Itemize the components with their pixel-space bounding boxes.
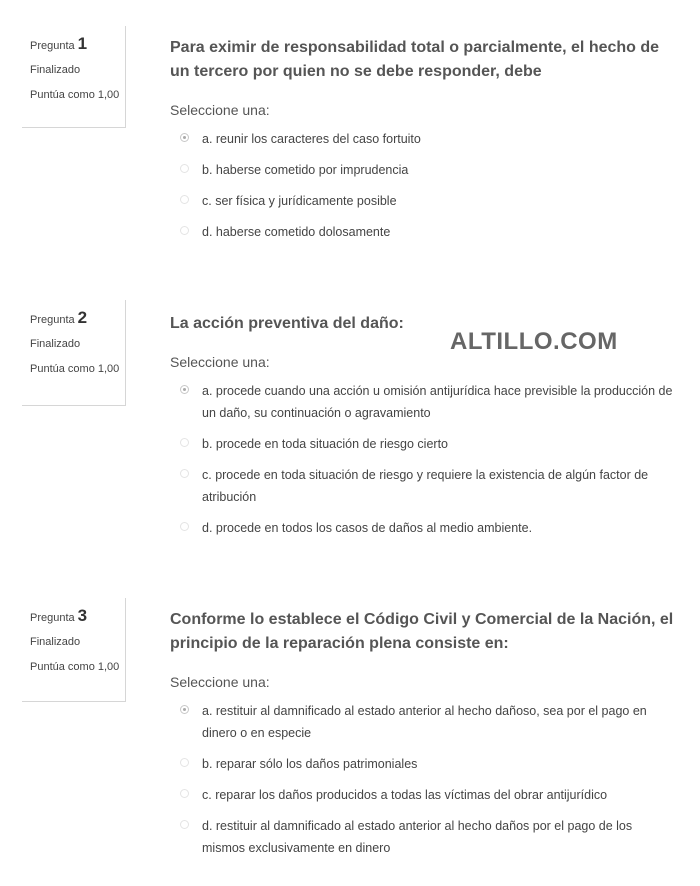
radio-icon[interactable] xyxy=(180,522,189,531)
answer-label: b. procede en toda situación de riesgo cierto xyxy=(202,437,448,451)
answer-list xyxy=(170,380,675,539)
answer-option-b[interactable] xyxy=(170,433,675,455)
answer-option-c[interactable] xyxy=(170,190,675,212)
answer-option-a[interactable] xyxy=(170,700,675,744)
answer-label: c. ser física y jurídicamente posible xyxy=(202,194,397,208)
radio-icon[interactable] xyxy=(180,758,189,767)
answer-label: d. haberse cometido dolosamente xyxy=(202,225,391,239)
answer-option-b[interactable] xyxy=(170,753,675,775)
radio-icon[interactable] xyxy=(180,195,189,204)
question-info xyxy=(22,598,126,702)
question-label: Pregunta xyxy=(30,40,75,52)
answer-option-a[interactable] xyxy=(170,380,675,424)
answer-option-d[interactable] xyxy=(170,815,675,859)
question-text: Conforme lo establece el Código Civil y Comercial de la Nación, el principio de la reparación plena consiste en: xyxy=(170,611,674,652)
radio-icon[interactable] xyxy=(180,820,189,829)
answer-label: a. restituir al damnificado al estado anterior al hecho dañoso, sea por el pago en dinero o en especie xyxy=(202,704,647,740)
question-state: Finalizado xyxy=(30,338,81,350)
question-text: La acción preventiva del daño: xyxy=(170,315,404,332)
question-content xyxy=(170,608,675,868)
answer-label: b. haberse cometido por imprudencia xyxy=(202,163,409,177)
question-state: Finalizado xyxy=(30,64,81,76)
radio-icon[interactable] xyxy=(180,469,189,478)
answer-list xyxy=(170,128,675,243)
watermark: ALTILLO.COM xyxy=(450,328,618,355)
answer-list xyxy=(170,700,675,859)
radio-icon[interactable] xyxy=(180,164,189,173)
radio-icon[interactable] xyxy=(180,438,189,447)
question-text: Para eximir de responsabilidad total o parcialmente, el hecho de un tercero por quien no se debe responder, debe xyxy=(170,39,660,80)
answer-prompt: Seleccione una: xyxy=(170,354,270,370)
question-label: Pregunta xyxy=(30,612,75,624)
question-number: 2 xyxy=(77,308,88,327)
question-info xyxy=(22,26,126,128)
question-content xyxy=(170,36,675,252)
answer-option-c[interactable] xyxy=(170,464,675,508)
radio-icon[interactable] xyxy=(180,226,189,235)
question-content xyxy=(170,312,675,548)
answer-option-a[interactable] xyxy=(170,128,675,150)
answer-option-b[interactable] xyxy=(170,159,675,181)
question-grade: Puntúa como 1,00 xyxy=(30,661,120,673)
answer-option-d[interactable] xyxy=(170,517,675,539)
answer-label: a. reunir los caracteres del caso fortuito xyxy=(202,132,421,146)
question-label: Pregunta xyxy=(30,314,75,326)
radio-selected-icon[interactable] xyxy=(180,385,189,394)
question-number: 1 xyxy=(77,34,88,53)
question-state: Finalizado xyxy=(30,636,81,648)
question-info xyxy=(22,300,126,406)
radio-selected-icon[interactable] xyxy=(180,133,189,142)
question-grade: Puntúa como 1,00 xyxy=(30,363,120,375)
answer-label: c. reparar los daños producidos a todas las víctimas del obrar antijurídico xyxy=(202,788,608,802)
answer-prompt: Seleccione una: xyxy=(170,674,270,690)
answer-label: d. procede en todos los casos de daños al medio ambiente. xyxy=(202,521,533,535)
question-grade: Puntúa como 1,00 xyxy=(30,89,120,101)
answer-label: c. procede en toda situación de riesgo y requiere la existencia de algún factor de atribución xyxy=(202,468,649,504)
question-number: 3 xyxy=(77,606,88,625)
answer-option-d[interactable] xyxy=(170,221,675,243)
answer-option-c[interactable] xyxy=(170,784,675,806)
answer-prompt: Seleccione una: xyxy=(170,102,270,118)
answer-label: b. reparar sólo los daños patrimoniales xyxy=(202,757,418,771)
radio-selected-icon[interactable] xyxy=(180,705,189,714)
answer-label: a. procede cuando una acción u omisión antijurídica hace previsible la producción de un daño, su continuación o agravamiento xyxy=(202,384,673,420)
radio-icon[interactable] xyxy=(180,789,189,798)
answer-label: d. restituir al damnificado al estado anterior al hecho daños por el pago de los mismos exclusivamente en dinero xyxy=(202,819,633,855)
